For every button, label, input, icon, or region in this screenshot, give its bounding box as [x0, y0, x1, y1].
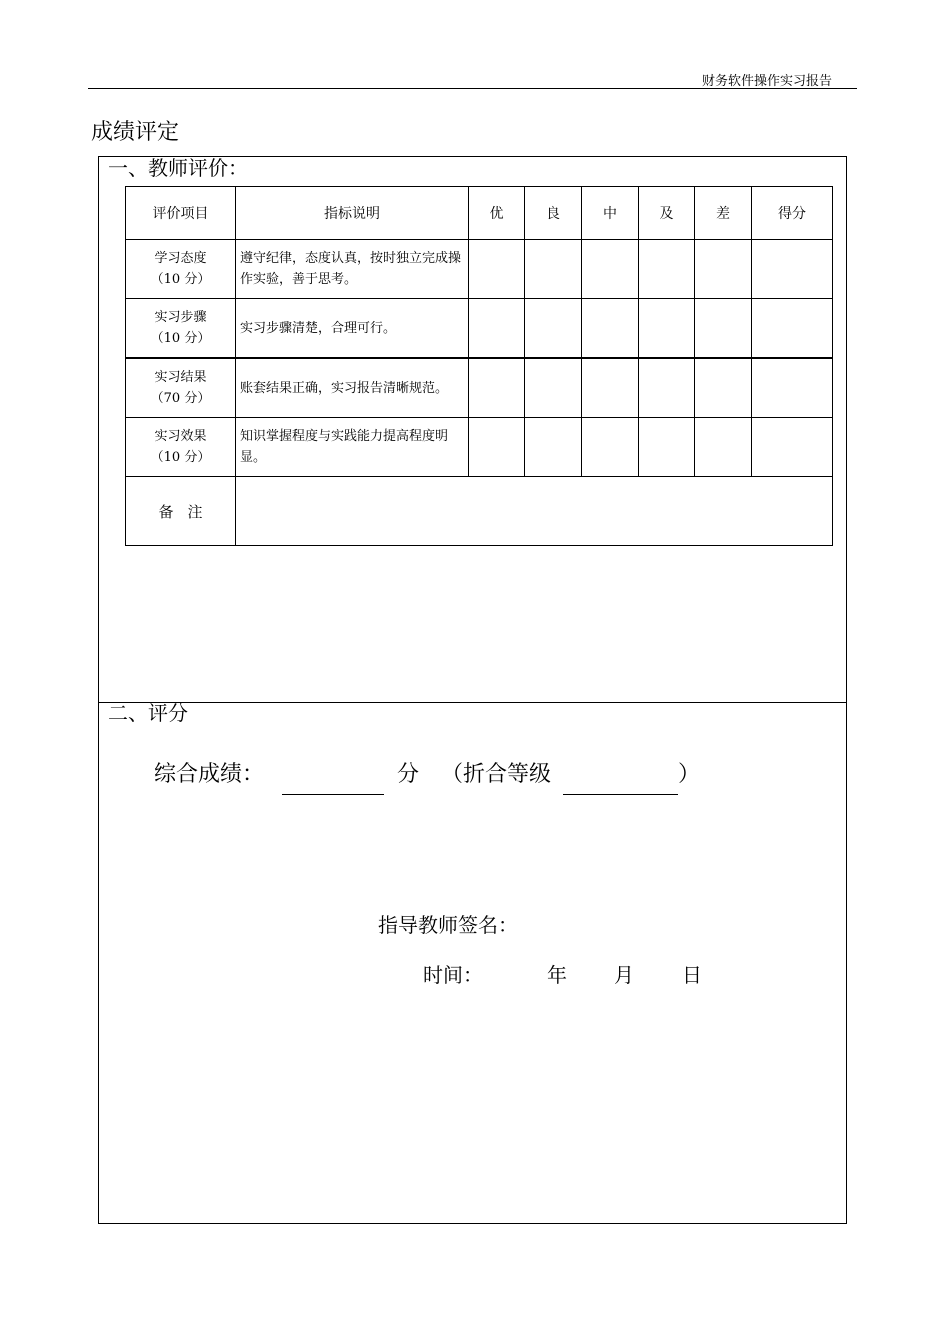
item-name: 实习效果	[154, 429, 207, 444]
table-row	[126, 418, 833, 477]
grade-cell-good[interactable]	[525, 240, 582, 299]
description-cell: 实习步骤清楚，合理可行。	[236, 299, 469, 359]
grade-label: （折合等级	[441, 762, 552, 787]
day-label: 日	[682, 963, 702, 987]
total-score-label: 综合成绩：	[154, 762, 265, 787]
description-cell: 遵守纪律，态度认真，按时独立完成操作实验，善于思考。	[236, 240, 469, 299]
header-cell-excellent: 优	[469, 187, 525, 240]
grade-cell-excellent[interactable]	[469, 418, 525, 477]
header-cell-description: 指标说明	[236, 187, 469, 240]
grade-cell-pass[interactable]	[639, 358, 695, 418]
remark-label: 备注	[126, 477, 236, 546]
total-score-blank[interactable]	[282, 794, 384, 795]
score-cell[interactable]	[752, 418, 833, 477]
item-cell	[126, 358, 236, 418]
grade-blank[interactable]	[563, 794, 678, 795]
remark-row	[126, 477, 833, 546]
section-divider	[98, 702, 847, 703]
grade-cell-poor[interactable]	[695, 299, 752, 359]
section-heading-scoring: 二、评分	[108, 701, 188, 725]
section-heading-teacher-evaluation: 一、教师评价：	[108, 156, 248, 180]
item-cell	[126, 299, 236, 359]
grade-cell-excellent[interactable]	[469, 358, 525, 418]
table-row	[126, 240, 833, 299]
header-cell-score: 得分	[752, 187, 833, 240]
grade-cell-medium[interactable]	[582, 358, 639, 418]
table-row	[126, 299, 833, 359]
table-row	[126, 358, 833, 418]
time-label: 时间：	[423, 963, 483, 987]
grade-cell-good[interactable]	[525, 418, 582, 477]
header-rule	[88, 88, 857, 89]
item-cell	[126, 418, 236, 477]
grade-cell-poor[interactable]	[695, 240, 752, 299]
item-name: 学习态度	[154, 251, 207, 266]
grade-cell-pass[interactable]	[639, 240, 695, 299]
grade-cell-medium[interactable]	[582, 299, 639, 359]
score-cell[interactable]	[752, 358, 833, 418]
item-points: （10 分）	[150, 331, 211, 346]
grade-cell-good[interactable]	[525, 358, 582, 418]
remark-field[interactable]	[236, 477, 833, 546]
item-name: 实习步骤	[154, 310, 207, 325]
score-cell[interactable]	[752, 299, 833, 359]
grade-cell-medium[interactable]	[582, 240, 639, 299]
grade-close-paren: ）	[678, 762, 701, 787]
grade-cell-medium[interactable]	[582, 418, 639, 477]
score-cell[interactable]	[752, 240, 833, 299]
item-points: （10 分）	[150, 272, 211, 287]
year-label: 年	[547, 963, 567, 987]
grade-cell-excellent[interactable]	[469, 240, 525, 299]
header-cell-item: 评价项目	[126, 187, 236, 240]
table-header-row	[126, 187, 833, 240]
score-unit-label: 分	[397, 762, 420, 787]
item-cell	[126, 240, 236, 299]
description-cell: 知识掌握程度与实践能力提高程度明显。	[236, 418, 469, 477]
grade-cell-good[interactable]	[525, 299, 582, 359]
page-title: 成绩评定	[91, 120, 180, 145]
grade-cell-excellent[interactable]	[469, 299, 525, 359]
running-header: 财务软件操作实习报告	[701, 74, 832, 89]
grade-cell-pass[interactable]	[639, 299, 695, 359]
item-points: （70 分）	[150, 391, 211, 406]
header-cell-good: 良	[525, 187, 582, 240]
grade-cell-pass[interactable]	[639, 418, 695, 477]
signature-label: 指导教师签名：	[378, 913, 518, 937]
header-cell-pass: 及	[639, 187, 695, 240]
item-name: 实习结果	[154, 370, 207, 385]
item-points: （10 分）	[150, 450, 211, 465]
grade-cell-poor[interactable]	[695, 358, 752, 418]
header-cell-medium: 中	[582, 187, 639, 240]
evaluation-table	[125, 186, 833, 546]
grade-cell-poor[interactable]	[695, 418, 752, 477]
description-cell: 账套结果正确，实习报告清晰规范。	[236, 358, 469, 418]
month-label: 月	[614, 963, 634, 987]
header-cell-poor: 差	[695, 187, 752, 240]
